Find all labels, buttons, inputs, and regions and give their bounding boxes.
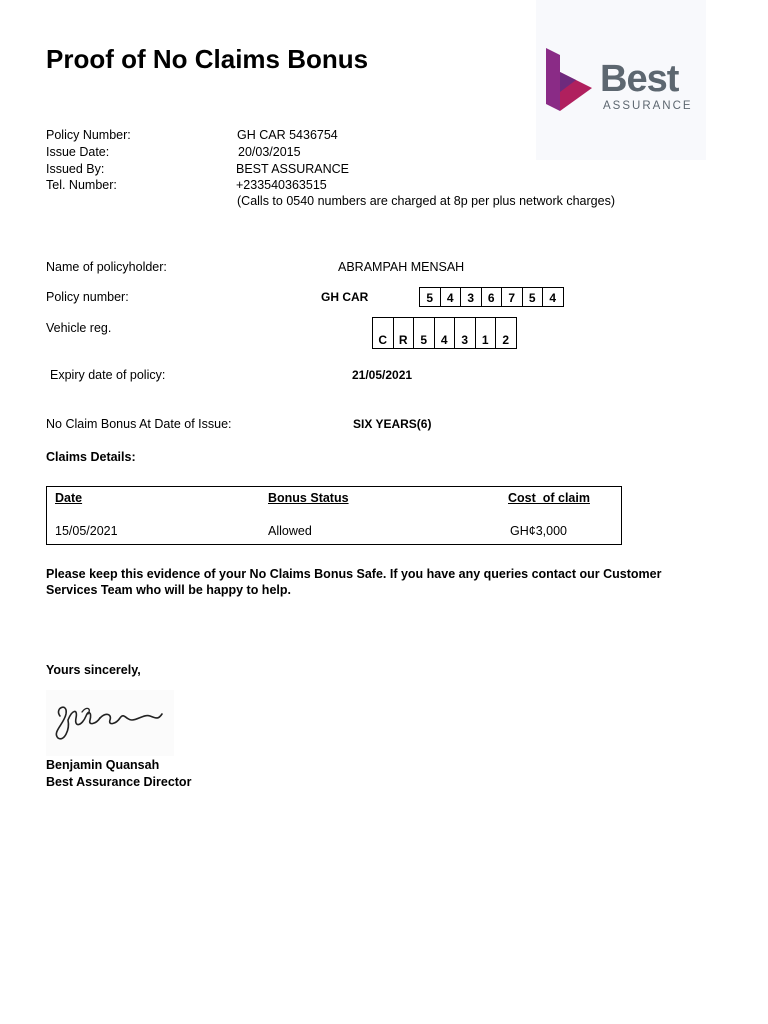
vehicle-reg-boxes: [372, 317, 517, 349]
expiry-label: Expiry date of policy:: [50, 368, 166, 382]
policy-digit-box: 7: [501, 287, 523, 307]
claims-col-date: Date: [55, 491, 83, 505]
header-label-issue-date: Issue Date:: [46, 145, 110, 159]
vehicle-reg-char-box: 5: [413, 317, 435, 349]
claims-cell-status: Allowed: [268, 524, 312, 538]
policy-number-boxes: [419, 287, 564, 307]
vehicle-reg-char-box: 2: [495, 317, 517, 349]
policyholder-value: ABRAMPAH MENSAH: [338, 260, 465, 274]
header-label-policy-number: Policy Number:: [46, 128, 131, 142]
policy-digit-box: 5: [522, 287, 544, 307]
signature-image: [46, 690, 174, 756]
vehicle-reg-char-box: R: [393, 317, 415, 349]
claims-cell-date: 15/05/2021: [55, 524, 118, 538]
company-logo: [536, 0, 706, 160]
safekeeping-note: Please keep this evidence of your No Claims Bonus Safe. If you have any queries contact our Customer Services Team who will be happy to help.: [46, 567, 662, 597]
ncb-label: No Claim Bonus At Date of Issue:: [46, 417, 232, 431]
policy-digit-box: 3: [460, 287, 482, 307]
signature-icon: [46, 690, 174, 756]
logo-subtitle: ASSURANCE: [603, 100, 693, 112]
policy-number-label: Policy number:: [46, 290, 129, 304]
header-value-tel: +233540363515: [236, 178, 327, 192]
header-label-issued-by: Issued By:: [46, 162, 105, 176]
closing-salutation: Yours sincerely,: [46, 663, 141, 677]
policy-digit-box: 6: [481, 287, 503, 307]
policy-digit-box: 5: [419, 287, 441, 307]
claims-col-cost: Cost of claim: [508, 491, 590, 505]
signer-role: Best Assurance Director: [46, 775, 192, 789]
vehicle-reg-char-box: 1: [475, 317, 497, 349]
header-label-tel: Tel. Number:: [46, 178, 117, 192]
ncb-value: SIX YEARS(6): [353, 417, 432, 431]
claims-cell-cost: GH¢3,000: [510, 524, 567, 538]
claims-heading: Claims Details:: [46, 450, 136, 464]
expiry-value: 21/05/2021: [352, 368, 413, 382]
header-value-issued-by: BEST ASSURANCE: [236, 162, 350, 176]
vehicle-reg-label: Vehicle reg.: [46, 321, 112, 335]
header-value-policy-number: GH CAR 5436754: [237, 128, 338, 142]
policy-number-prefix: GH CAR: [321, 290, 369, 304]
signer-name: Benjamin Quansah: [46, 758, 160, 772]
policyholder-label: Name of policyholder:: [46, 260, 167, 274]
logo-wordmark: Best: [600, 58, 679, 100]
vehicle-reg-char-box: C: [372, 317, 394, 349]
page-title: Proof of No Claims Bonus: [46, 44, 369, 74]
claims-table: [46, 486, 622, 545]
vehicle-reg-char-box: 4: [434, 317, 456, 349]
call-charge-note: (Calls to 0540 numbers are charged at 8p per plus network charges): [237, 194, 615, 208]
policy-digit-box: 4: [440, 287, 462, 307]
policy-digit-box: 4: [542, 287, 564, 307]
vehicle-reg-char-box: 3: [454, 317, 476, 349]
claims-col-bonus-status: Bonus Status: [268, 491, 349, 505]
header-value-issue-date: 20/03/2015: [238, 145, 301, 159]
